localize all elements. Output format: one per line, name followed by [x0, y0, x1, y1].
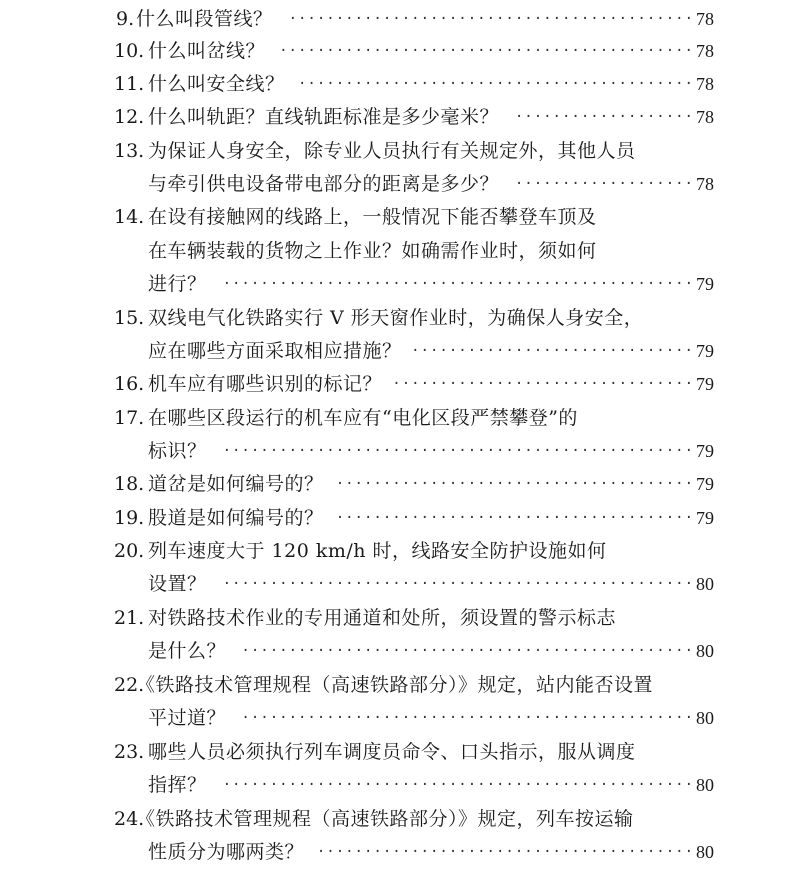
toc-page-number: 78 — [696, 9, 714, 29]
toc-entry-number: 14. — [114, 206, 145, 228]
toc-line — [0, 267, 800, 301]
toc-page-number: 78 — [696, 107, 714, 127]
dot-leader: ················································ — [241, 643, 694, 659]
toc-line — [0, 735, 800, 769]
toc-entry-title: 在设有接触网的线路上，一般情况下能否攀登车顶及 — [148, 206, 597, 228]
toc-entry-title: 双线电气化铁路实行 V 形天窗作业时，为确保人身安全， — [148, 307, 644, 329]
toc-entry-number: 11. — [114, 73, 145, 95]
toc-entry-number: 23. — [114, 741, 145, 763]
toc-page-number: 78 — [696, 41, 714, 61]
toc-line — [0, 334, 800, 368]
toc-entry-number: 24. — [114, 808, 145, 830]
toc-entry-title: 什么叫岔线？ — [148, 40, 266, 62]
toc-page-number: 79 — [696, 274, 714, 294]
dot-leader: ················································ — [241, 710, 694, 726]
toc-page-number: 79 — [696, 341, 714, 361]
toc-entry-number: 17. — [114, 407, 145, 429]
dot-leader: ·········································· — [297, 76, 694, 92]
toc-entry-title: 《铁路技术管理规程（高速铁路部分）》规定，列车按运输 — [136, 808, 634, 830]
toc-entry-title: 哪些人员必须执行列车调度员命令、口头指示，服从调度 — [148, 741, 636, 763]
dot-leader: ··················· — [514, 109, 694, 125]
toc-entry-number: 13. — [114, 140, 145, 162]
dot-leader: ·················································· — [222, 276, 694, 292]
toc-line — [0, 67, 800, 101]
dot-leader: ································ — [392, 376, 694, 392]
dot-leader: ·················································· — [222, 443, 694, 459]
toc-line — [0, 467, 800, 501]
toc-entry-title: 性质分为哪两类？ — [148, 841, 305, 863]
toc-entry-title: 股道是如何编号的？ — [148, 507, 324, 529]
toc-entry-title: 平过道？ — [148, 707, 227, 729]
dot-leader: ··········································· — [288, 11, 694, 27]
toc-entry-number: 20. — [114, 540, 145, 562]
toc-line — [0, 701, 800, 735]
toc-entry-title: 《铁路技术管理规程（高速铁路部分）》规定，站内能否设置 — [136, 674, 654, 696]
toc-entry-number: 12. — [114, 106, 145, 128]
toc-entry-title: 设置？ — [148, 573, 207, 595]
toc-line — [0, 802, 800, 836]
toc-page-number: 80 — [696, 708, 714, 728]
toc-line — [0, 567, 800, 601]
toc-entry-number: 16. — [114, 373, 145, 395]
toc-line — [0, 534, 800, 568]
toc-line — [0, 401, 800, 435]
dot-leader: ··················· — [514, 176, 694, 192]
toc-page-number: 79 — [696, 441, 714, 461]
toc-entry-title: 什么叫安全线？ — [148, 73, 285, 95]
toc-page-number: 78 — [696, 174, 714, 194]
toc-line — [0, 134, 800, 168]
toc-entry-title: 为保证人身安全，除专业人员执行有关规定外，其他人员 — [148, 140, 636, 162]
toc-line — [0, 234, 800, 268]
dot-leader: ······························ — [411, 343, 694, 359]
toc-line — [0, 167, 800, 201]
toc-entry-title: 是什么？ — [148, 640, 227, 662]
toc-line — [0, 835, 800, 869]
toc-page-number: 80 — [696, 574, 714, 594]
toc-entry-title: 在车辆装载的货物之上作业？如确需作业时，须如何 — [148, 240, 597, 262]
toc-entry-title: 对铁路技术作业的专用通道和处所，须设置的警示标志 — [148, 607, 617, 629]
toc-page-number: 80 — [696, 641, 714, 661]
toc-line — [0, 200, 800, 234]
toc-entry-number: 15. — [114, 307, 145, 329]
toc-line — [0, 668, 800, 702]
dot-leader: ······································ — [335, 510, 694, 526]
toc-entry-title: 什么叫轨距？直线轨距标准是多少毫米？ — [148, 106, 500, 128]
toc-line — [0, 34, 800, 68]
dot-leader: ·················································· — [222, 777, 694, 793]
toc-page-number: 80 — [696, 842, 714, 862]
toc-entry-number: 22. — [114, 674, 145, 696]
toc-entry-number: 9. — [116, 8, 135, 30]
toc-line — [0, 501, 800, 535]
toc-page-number: 79 — [696, 374, 714, 394]
toc-entry-title: 道岔是如何编号的？ — [148, 473, 324, 495]
toc-line — [0, 100, 800, 134]
toc-line — [0, 434, 800, 468]
toc-page-number: 79 — [696, 508, 714, 528]
toc-line — [0, 634, 800, 668]
toc-entry-title: 与牵引供电设备带电部分的距离是多少？ — [148, 173, 500, 195]
toc-entry-title: 列车速度大于 120 km/h 时，线路安全防护设施如何 — [148, 540, 607, 562]
toc-entry-title: 在哪些区段运行的机车应有“电化区段严禁攀登”的 — [148, 407, 578, 429]
toc-entry-title: 指挥？ — [148, 774, 207, 796]
toc-line — [0, 2, 800, 36]
toc-page-number: 80 — [696, 775, 714, 795]
toc-page-number: 78 — [696, 74, 714, 94]
toc-line — [0, 367, 800, 401]
toc-line — [0, 768, 800, 802]
toc-entry-number: 10. — [114, 40, 145, 62]
dot-leader: ·················································· — [222, 576, 694, 592]
toc-entry-number: 21. — [114, 607, 145, 629]
toc-entry-title: 什么叫段管线？ — [136, 8, 273, 30]
toc-line — [0, 601, 800, 635]
toc-entry-title: 应在哪些方面采取相应措施？ — [148, 340, 402, 362]
dot-leader: ········································ — [316, 844, 694, 860]
toc-entry-title: 机车应有哪些识别的标记？ — [148, 373, 383, 395]
toc-entry-title: 进行？ — [148, 273, 207, 295]
toc-page-number: 79 — [696, 474, 714, 494]
toc-entry-number: 18. — [114, 473, 145, 495]
toc-line — [0, 301, 800, 335]
toc-entry-number: 19. — [114, 507, 145, 529]
toc-entry-title: 标识？ — [148, 440, 207, 462]
dot-leader: ······································ — [335, 476, 694, 492]
dot-leader: ············································ — [279, 43, 694, 59]
